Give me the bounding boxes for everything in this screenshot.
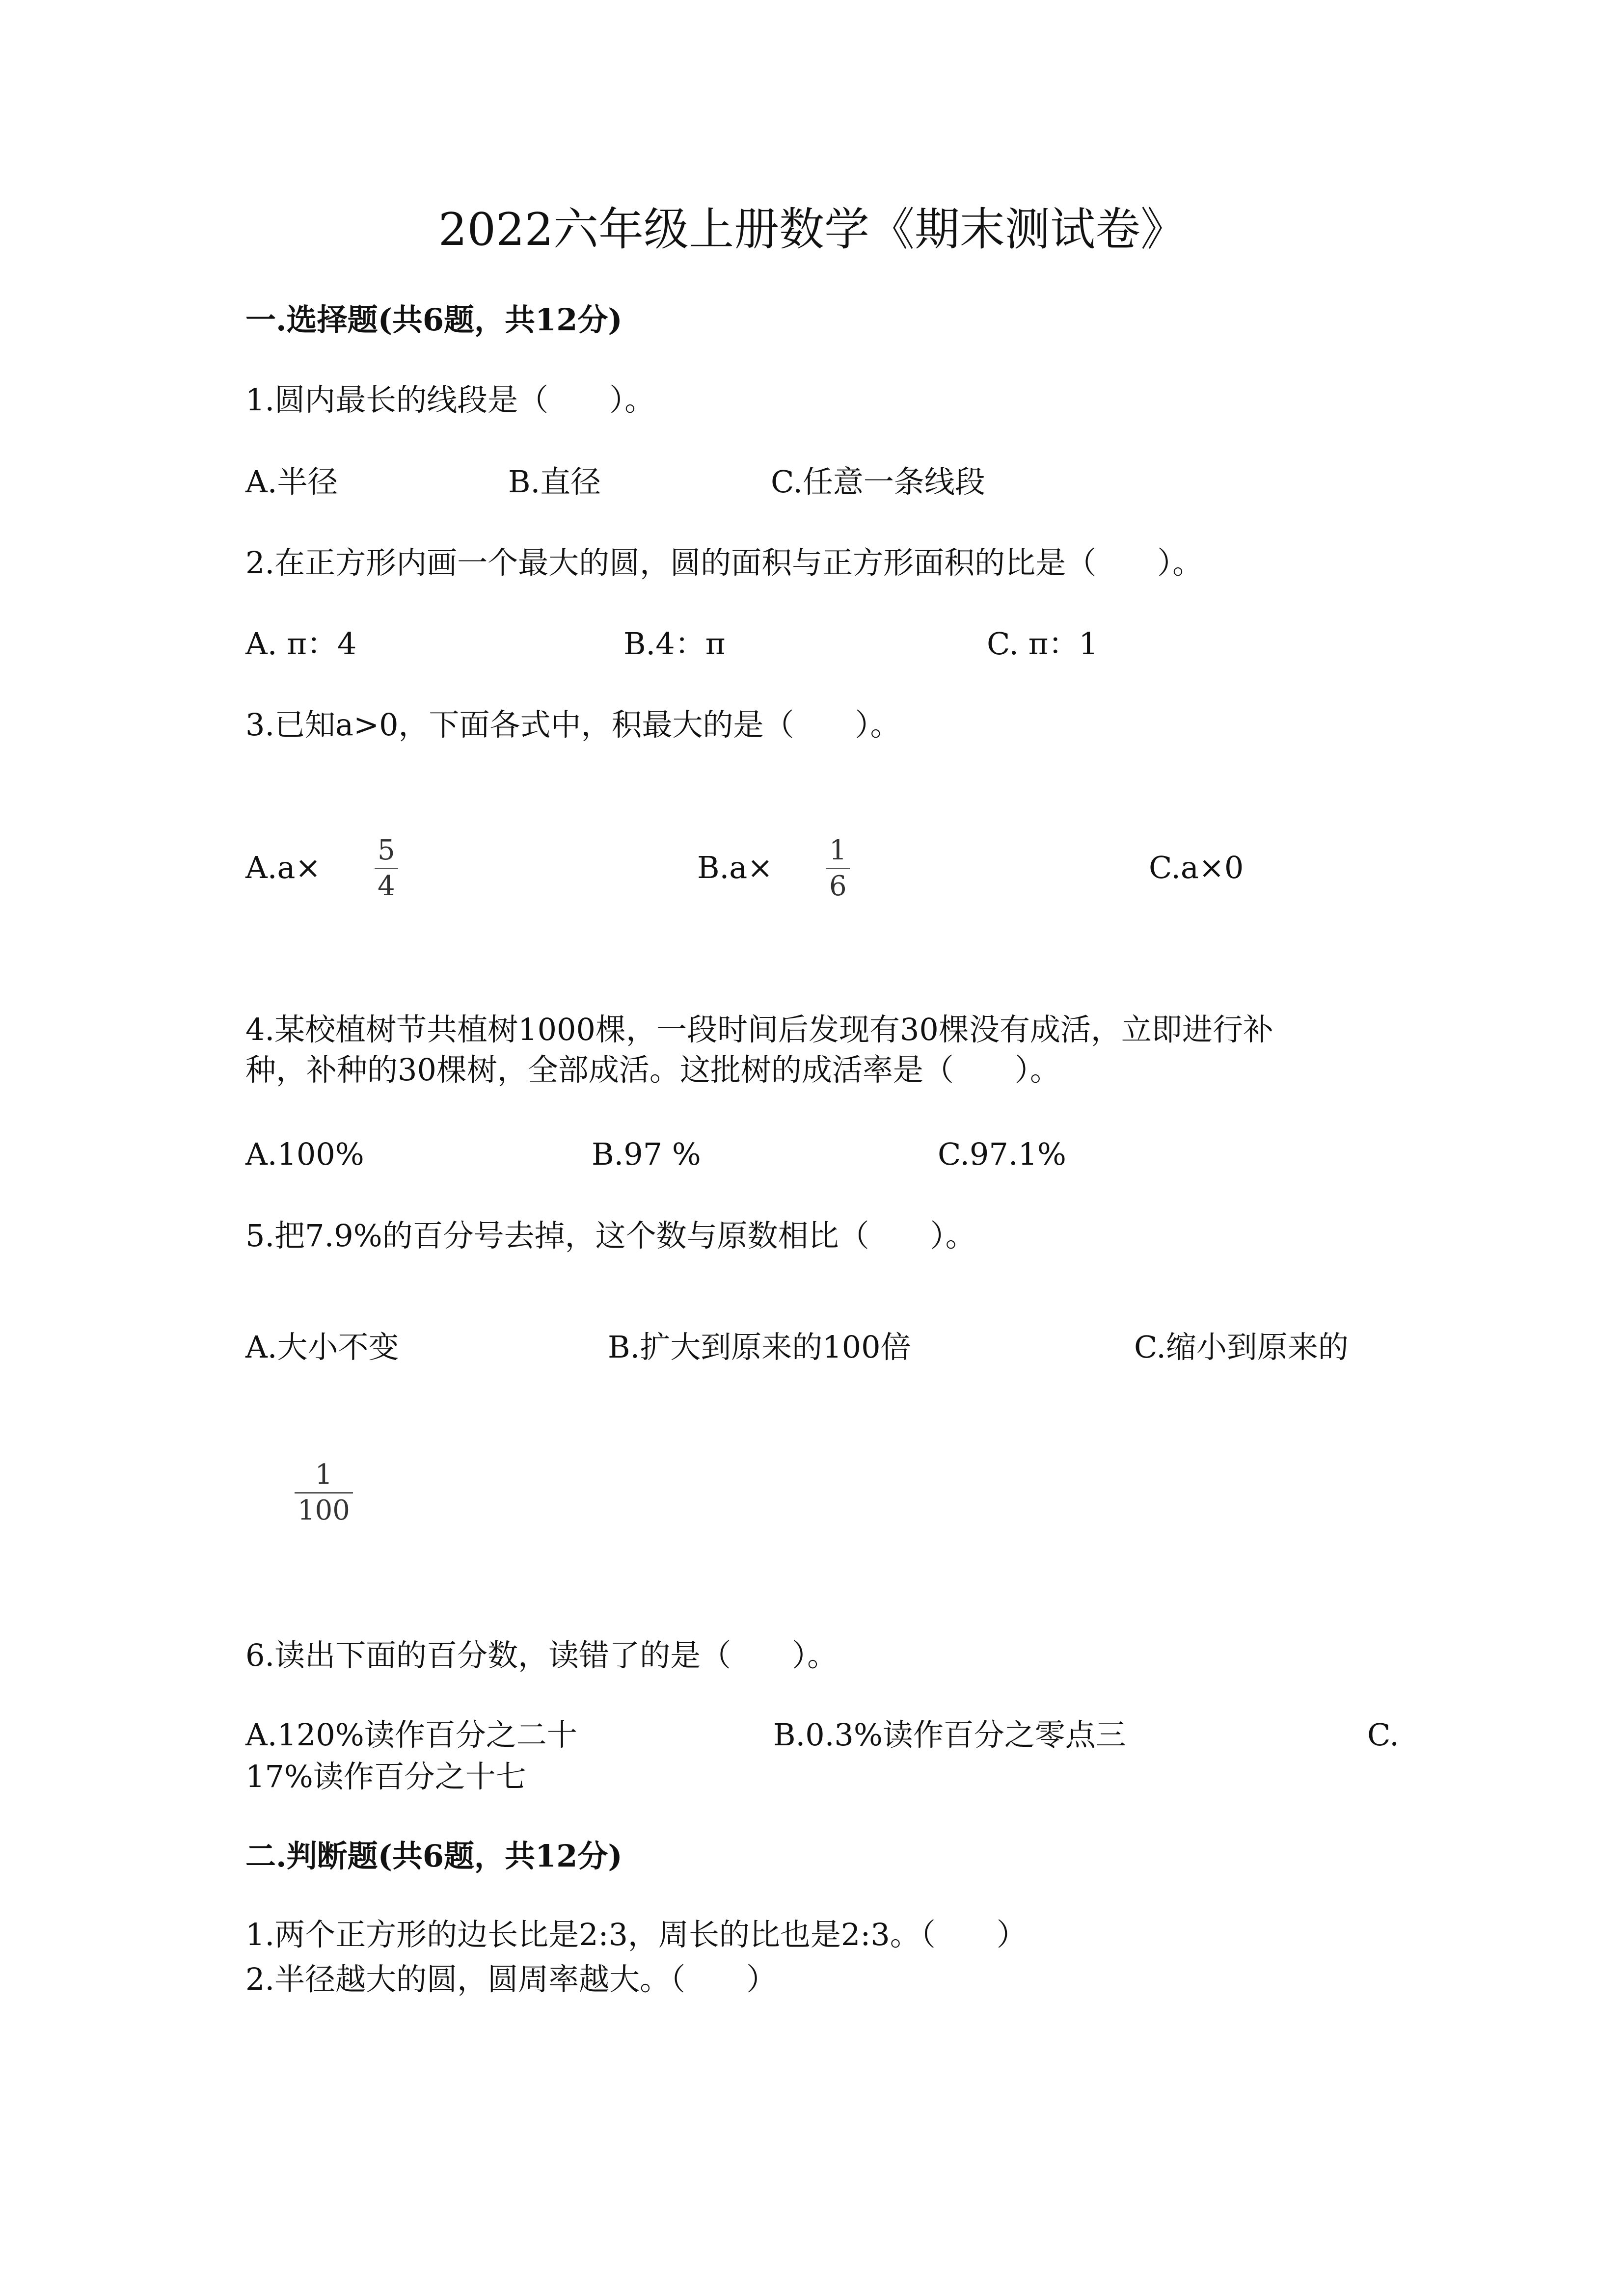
q5-option-c-fraction	[295, 1459, 353, 1527]
q3-option-c: C.a×0	[1149, 850, 1244, 885]
section-heading-judge: 二.判断题(共6题，共12分)	[245, 1838, 623, 1874]
fraction-numerator: 1	[315, 1459, 333, 1491]
question-6: 6.读出下面的百分数，读错了的是（ ）。	[245, 1637, 838, 1673]
q6-option-a: A.120%读作百分之二十	[245, 1717, 577, 1753]
q2-option-a: A. π：4	[245, 626, 357, 662]
q5-option-c: C.缩小到原来的	[1134, 1329, 1349, 1365]
q6-option-c-text: 17%读作百分之十七	[245, 1759, 526, 1794]
judge-question-1: 1.两个正方形的边长比是2:3，周长的比也是2:3。（ ）	[245, 1917, 1027, 1952]
q3-option-a: A.a×	[245, 850, 321, 885]
question-1: 1.圆内最长的线段是（ ）。	[245, 382, 655, 418]
fraction-bar	[375, 868, 398, 869]
question-2: 2.在正方形内画一个最大的圆，圆的面积与正方形面积的比是（ ）。	[245, 545, 1203, 581]
fraction-numerator: 1	[829, 834, 847, 866]
q6-option-c-label: C.	[1367, 1717, 1399, 1753]
fraction-bar	[826, 868, 850, 869]
q1-option-c: C.任意一条线段	[771, 464, 985, 500]
q4-option-b: B.97 %	[592, 1136, 701, 1172]
q3-option-a-fraction	[375, 834, 398, 903]
q1-option-b: B.直径	[508, 464, 601, 500]
q1-option-a: A.半径	[245, 464, 338, 500]
judge-question-2: 2.半径越大的圆，圆周率越大。（ ）	[245, 1961, 777, 1997]
fraction-bar	[295, 1492, 353, 1494]
q4-option-a: A.100%	[245, 1136, 364, 1172]
q2-option-b: B.4：π	[623, 626, 726, 662]
q4-option-c: C.97.1%	[938, 1136, 1066, 1172]
question-3: 3.已知a>0，下面各式中，积最大的是（ ）。	[245, 707, 901, 743]
fraction-denominator: 100	[298, 1495, 350, 1526]
question-5: 5.把7.9%的百分号去掉，这个数与原数相比（ ）。	[245, 1218, 976, 1254]
question-4-line-2: 种，补种的30棵树，全部成活。这批树的成活率是（ ）。	[245, 1052, 1060, 1088]
page-title: 2022六年级上册数学《期末测试卷》	[438, 203, 1186, 256]
fraction-numerator: 5	[378, 834, 395, 866]
fraction-denominator: 4	[378, 870, 395, 902]
question-4-line-1: 4.某校植树节共植树1000棵，一段时间后发现有30棵没有成活，立即进行补	[245, 1012, 1273, 1047]
q6-option-b: B.0.3%读作百分之零点三	[773, 1717, 1126, 1753]
section-heading-choice: 一.选择题(共6题，共12分)	[245, 302, 623, 338]
q3-option-b-fraction	[826, 834, 850, 903]
q2-option-c: C. π：1	[987, 626, 1098, 662]
q5-option-a: A.大小不变	[245, 1329, 399, 1365]
fraction-denominator: 6	[829, 870, 847, 902]
q5-option-b: B.扩大到原来的100倍	[608, 1329, 911, 1365]
q3-option-b: B.a×	[697, 850, 773, 885]
